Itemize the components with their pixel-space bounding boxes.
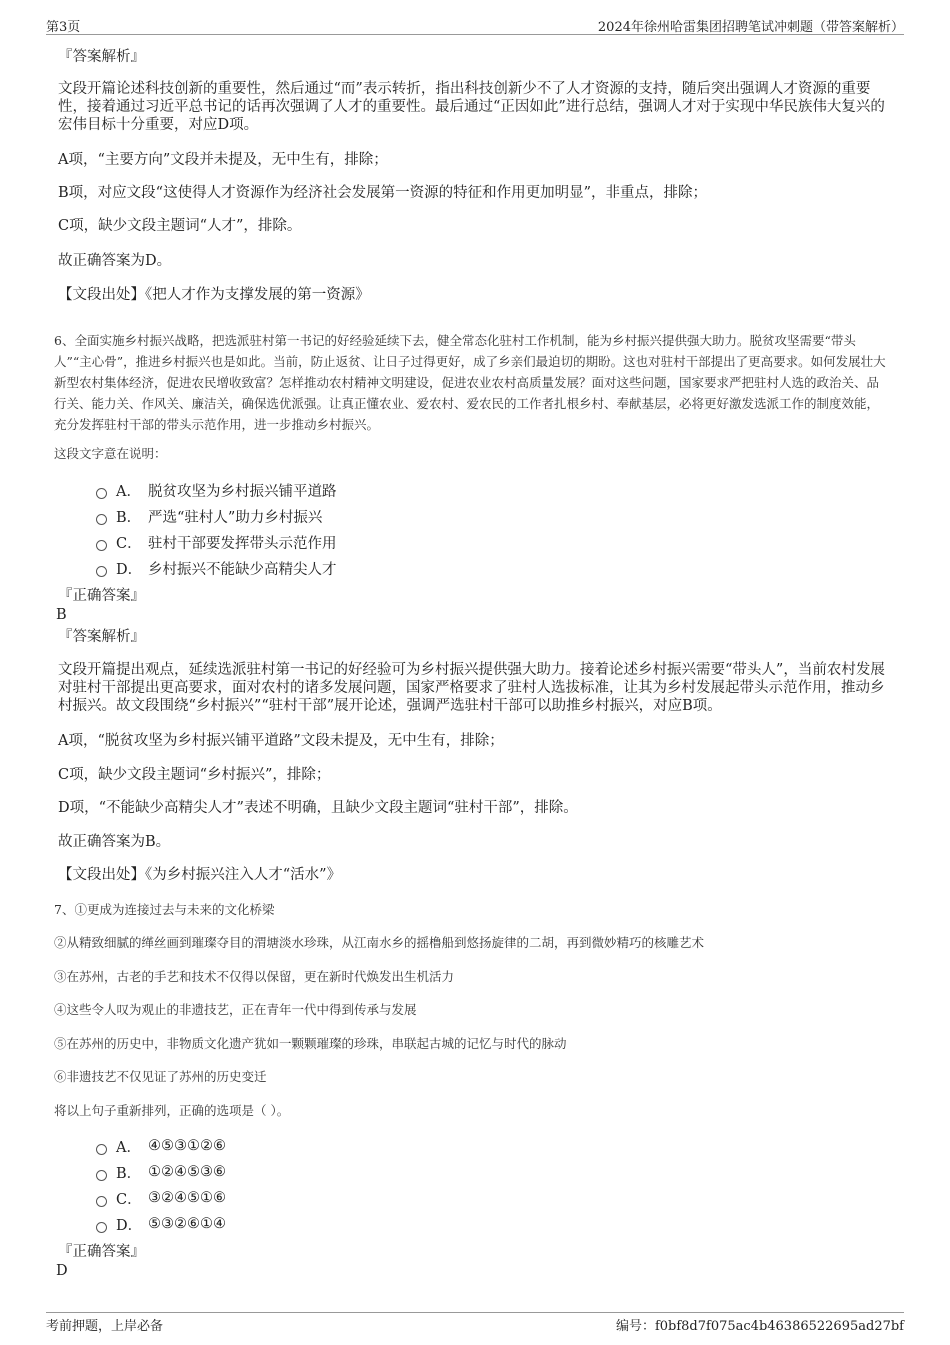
analysis-a: A项，“主要方向”文段并未提及，无中生有，排除； (58, 152, 388, 168)
radio-icon[interactable] (96, 488, 107, 499)
source: 【文段出处】《把人才作为支撑发展的第一资源》 (58, 287, 370, 303)
question-6-prompt: 这段文字意在说明： (54, 446, 167, 461)
radio-icon[interactable] (96, 1196, 107, 1207)
source: 【文段出处】《为乡村振兴注入人才“活水”》 (58, 867, 342, 883)
option-c[interactable] (96, 532, 337, 552)
option-key: D． (116, 561, 143, 578)
conclusion: 故正确答案为B。 (58, 834, 171, 850)
document-title: 2024年徐州哈雷集团招聘笔试冲刺题（带答案解析） (597, 20, 904, 35)
option-a[interactable] (96, 1136, 226, 1156)
option-key: C． (116, 1191, 142, 1208)
analysis-c: C项，缺少文段主题词“乡村振兴”，排除； (58, 767, 331, 783)
footer-slogan: 考前押题，上岸必备 (46, 1319, 164, 1334)
option-key: A． (116, 1139, 141, 1156)
answer-label: 『正确答案』 (58, 588, 145, 604)
conclusion: 故正确答案为D。 (58, 253, 172, 269)
analysis-c: C项，缺少文段主题词“人才”，排除。 (58, 218, 302, 234)
analysis-text: 文段开篇提出观点，延续选派驻村第一书记的好经验可为乡村振兴提供强大助力。接着论述乡村振兴需要“带头人”，当前农村发展对驻村干部提出更高要求，面对农村的诸多发展问题，国家严格要求了驻村人选拔标准，让其为乡村发展起带头示范作用，推动乡村振兴。故文段围绕“乡村振兴”“驻村干部”展开论述，强调严选驻村干部可以助推乡村振兴，对应B项。 (58, 662, 885, 714)
option-text: 严选“驻村人”助力乡村振兴 (148, 509, 323, 526)
option-key: B． (116, 1165, 142, 1182)
option-key: D． (116, 1217, 143, 1234)
option-text: ⑤③②⑥①④ (148, 1216, 226, 1232)
analysis-text: 文段开篇论述科技创新的重要性，然后通过“而”表示转折，指出科技创新少不了人才资源的支持，随后突出强调人才资源的重要性，接着通过习近平总书记的话再次强调了人才的重要性。最后通过“正因如此”进行总结，强调人才对于实现中华民族伟大复兴的宏伟目标十分重要，对应D项。 (58, 81, 885, 133)
radio-icon[interactable] (96, 566, 107, 577)
analysis-label: 『答案解析』 (58, 629, 145, 645)
option-text: 脱贫攻坚为乡村振兴铺平道路 (148, 483, 337, 500)
option-key: A． (116, 483, 141, 500)
option-b[interactable] (96, 506, 322, 526)
option-c[interactable] (96, 1188, 226, 1208)
option-text: ④⑤③①②⑥ (148, 1138, 226, 1154)
question-7-prompt: 将以上句子重新排列，正确的选项是（ ）。 (54, 1103, 290, 1118)
sentence-4: ④这些令人叹为观止的非遗技艺，正在青年一代中得到传承与发展 (54, 1002, 417, 1017)
option-text: 驻村干部要发挥带头示范作用 (148, 535, 337, 552)
sentence-1: 7、①更成为连接过去与未来的文化桥梁 (54, 902, 275, 917)
option-text: 乡村振兴不能缺少高精尖人才 (148, 561, 337, 578)
sentence-6: ⑥非遗技艺不仅见证了苏州的历史变迁 (54, 1069, 267, 1084)
analysis-d: D项，“不能缺少高精尖人才”表述不明确，且缺少文段主题词“驻村干部”，排除。 (58, 800, 578, 816)
sentence-2: ②从精致细腻的缂丝画到璀璨夺目的渭塘淡水珍珠，从江南水乡的摇橹船到悠扬旋律的二胡，再到微妙精巧的核雕艺术 (54, 935, 705, 950)
page-footer (46, 1312, 904, 1337)
option-d[interactable] (96, 1214, 226, 1234)
page-header (46, 14, 904, 35)
option-text: ①②④⑤③⑥ (148, 1164, 226, 1180)
option-text: ③②④⑤①⑥ (148, 1190, 226, 1206)
option-key: C． (116, 535, 142, 552)
radio-icon[interactable] (96, 540, 107, 551)
radio-icon[interactable] (96, 1222, 107, 1233)
analysis-label: 『答案解析』 (58, 49, 145, 65)
radio-icon[interactable] (96, 514, 107, 525)
analysis-b: B项，对应文段“这使得人才资源作为经济社会发展第一资源的特征和作用更加明显”，非重点，排除； (58, 185, 707, 201)
answer-label: 『正确答案』 (58, 1244, 145, 1260)
sentence-3: ③在苏州，古老的手艺和技术不仅得以保留，更在新时代焕发出生机活力 (54, 969, 455, 984)
radio-icon[interactable] (96, 1144, 107, 1155)
sentence-5: ⑤在苏州的历史中，非物质文化遗产犹如一颗颗璀璨的珍珠，串联起古城的记忆与时代的脉动 (54, 1036, 567, 1051)
option-b[interactable] (96, 1162, 226, 1182)
radio-icon[interactable] (96, 1170, 107, 1181)
answer-value: B (56, 607, 67, 623)
option-d[interactable] (96, 558, 337, 578)
option-key: B． (116, 509, 142, 526)
analysis-a: A项，“脱贫攻坚为乡村振兴铺平道路”文段未提及，无中生有，排除； (58, 733, 504, 749)
document-id: 编号：f0bf8d7f075ac4b46386522695ad27bf (615, 1319, 904, 1334)
option-a[interactable] (96, 480, 337, 500)
page-number: 第3页 (46, 20, 81, 35)
question-6-stem: 6、全面实施乡村振兴战略，把选派驻村第一书记的好经验延续下去，健全常态化驻村工作机制，能为乡村振兴提供强大助力。脱贫攻坚需要“带头人”“主心骨”，推进乡村振兴也是如此。当前，防止返贫、让日子过得更好，成了乡亲们最迫切的期盼。这也对驻村干部提出了更高要求。如何发展壮大新型农村集体经济，促进农民增收致富？怎样推动农村精神文明建设，促进农业农村高质量发展？面对这些问题，国家要求严把驻村人选的政治关、品行关、能力关、作风关、廉洁关，确保选优派强。让真正懂农业、爱农村、爱农民的工作者扎根乡村、奉献基层，必将更好激发选派工作的制度效能，充分发挥驻村干部的带头示范作用，进一步推动乡村振兴。 (54, 333, 886, 432)
answer-value: D (56, 1263, 68, 1279)
